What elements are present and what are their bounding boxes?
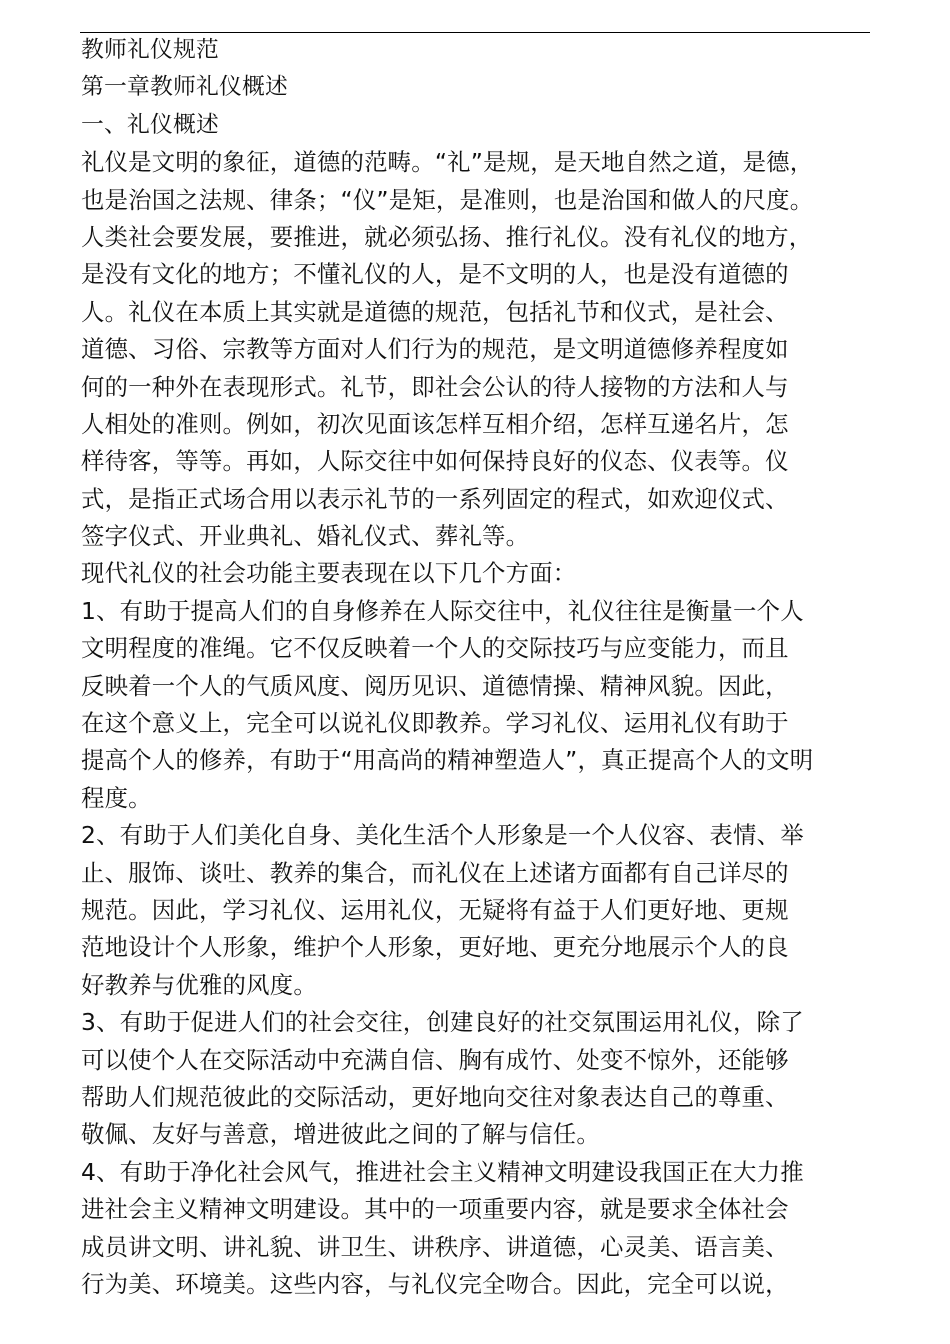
body-text-line: 人相处的准则。例如，初次见面该怎样互相介绍，怎样互递名片，怎 bbox=[81, 409, 789, 438]
body-text-line: 人。礼仪在本质上其实就是道德的规范，包括礼节和仪式，是社会、 bbox=[81, 297, 789, 326]
body-text-line: 行为美、环境美。这些内容，与礼仪完全吻合。因此，完全可以说， bbox=[81, 1269, 789, 1298]
body-text-line: 是没有文化的地方；不懂礼仪的人，是不文明的人，也是没有道德的 bbox=[81, 260, 789, 289]
body-text bbox=[81, 144, 876, 1303]
body-text-line: 程度。 bbox=[81, 783, 152, 812]
body-text-line: 规范。因此，学习礼仪、运用礼仪，无疑将有益于人们更好地、更规 bbox=[81, 895, 789, 924]
body-text-line: 4、有助于净化社会风气，推进社会主义精神文明建设我国正在大力推 bbox=[81, 1157, 804, 1186]
body-text-line: 式，是指正式场合用以表示礼节的一系列固定的程式，如欢迎仪式、 bbox=[81, 484, 789, 513]
body-text-line: 签字仪式、开业典礼、婚礼仪式、葬礼等。 bbox=[81, 522, 530, 551]
body-text-line: 3、有助于促进人们的社会交往，创建良好的社交氛围运用礼仪，除了 bbox=[81, 1008, 804, 1037]
body-text-line: 可以使个人在交际活动中充满自信、胸有成竹、处变不惊外，还能够 bbox=[81, 1045, 789, 1074]
body-text-line: 何的一种外在表现形式。礼节，即社会公认的待人接物的方法和人与 bbox=[81, 372, 789, 401]
body-text-line: 现代礼仪的社会功能主要表现在以下几个方面： bbox=[81, 559, 577, 588]
body-text-line: 帮助人们规范彼此的交际活动，更好地向交往对象表达自己的尊重、 bbox=[81, 1082, 789, 1111]
body-text-line: 提高个人的修养，有助于“用高尚的精神塑造人”，真正提高个人的文明 bbox=[81, 746, 814, 775]
body-text-line: 文明程度的准绳。它不仅反映着一个人的交际技巧与应变能力，而且 bbox=[81, 634, 789, 663]
body-text-line: 在这个意义上，完全可以说礼仪即教养。学习礼仪、运用礼仪有助于 bbox=[81, 709, 789, 738]
body-text-line: 2、有助于人们美化自身、美化生活个人形象是一个人仪容、表情、举 bbox=[81, 821, 804, 850]
body-text-line: 反映着一个人的气质风度、阅历见识、道德情操、精神风貌。因此， bbox=[81, 671, 789, 700]
body-text-line: 道德、习俗、宗教等方面对人们行为的规范，是文明道德修养程度如 bbox=[81, 335, 789, 364]
body-text-line: 人类社会要发展，要推进，就必须弘扬、推行礼仪。没有礼仪的地方， bbox=[81, 222, 813, 251]
body-text-line: 止、服饰、谈吐、教养的集合，而礼仪在上述诸方面都有自己详尽的 bbox=[81, 858, 789, 887]
body-text-line: 范地设计个人形象，维护个人形象，更好地、更充分地展示个人的良 bbox=[81, 933, 789, 962]
body-text-line: 1、有助于提高人们的自身修养在人际交往中，礼仪往往是衡量一个人 bbox=[81, 596, 804, 625]
document-body bbox=[81, 32, 876, 1303]
body-text-line: 样待客，等等。再如，人际交往中如何保持良好的仪态、仪表等。仪 bbox=[81, 447, 789, 476]
body-text-line: 进社会主义精神文明建设。其中的一项重要内容，就是要求全体社会 bbox=[81, 1195, 789, 1224]
chapter-heading: 第一章教师礼仪概述 bbox=[81, 74, 288, 101]
body-text-line: 成员讲文明、讲礼貌、讲卫生、讲秩序、讲道德，心灵美、语言美、 bbox=[81, 1232, 789, 1261]
body-text-line: 礼仪是文明的象征，道德的范畴。“礼”是规，是天地自然之道，是德， bbox=[81, 148, 814, 177]
body-text-line: 也是治国之法规、律条；“仪”是矩，是准则，也是治国和做人的尺度。 bbox=[81, 185, 814, 214]
body-text-line: 好教养与优雅的风度。 bbox=[81, 970, 317, 999]
body-text-line: 敬佩、友好与善意，增进彼此之间的了解与信任。 bbox=[81, 1120, 600, 1149]
section-heading: 一、礼仪概述 bbox=[81, 111, 219, 138]
document-title: 教师礼仪规范 bbox=[81, 37, 219, 63]
